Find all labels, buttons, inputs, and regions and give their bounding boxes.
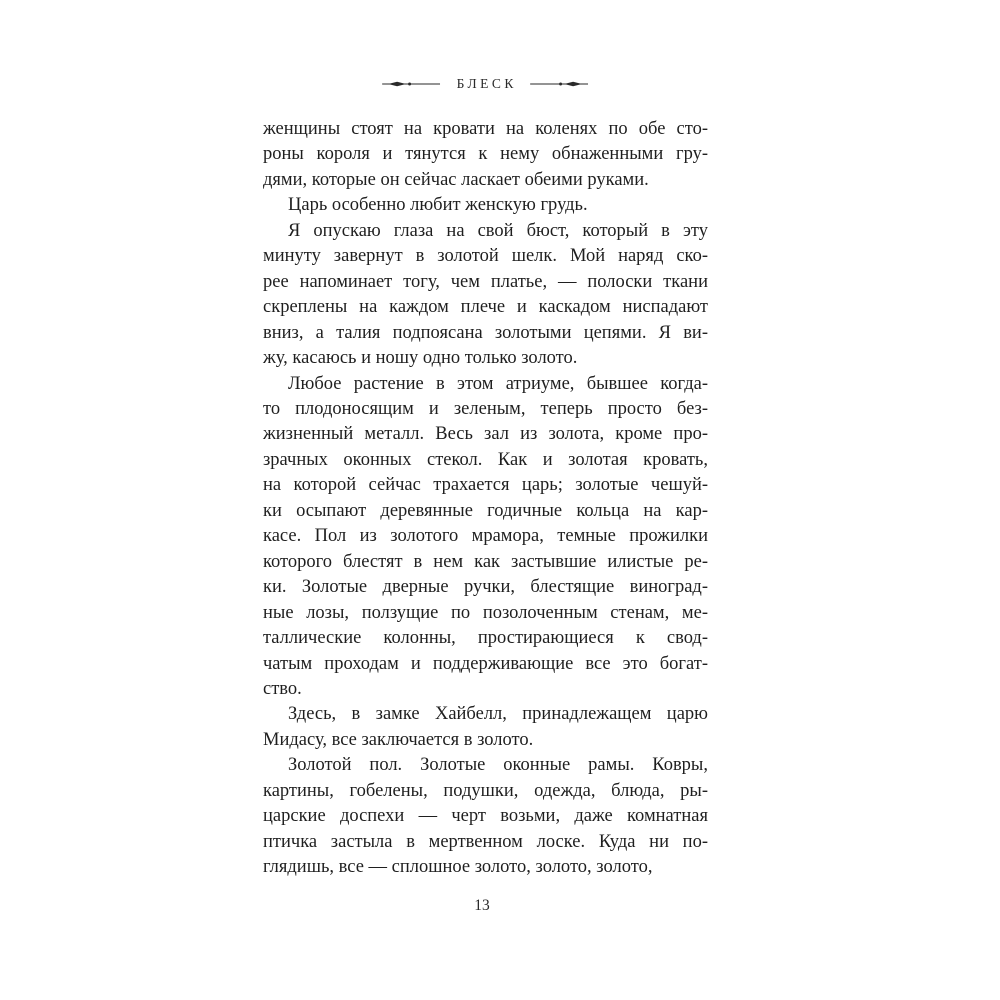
text-line: ки осыпают деревянные годичные кольца на кар- <box>263 500 708 521</box>
text-line: вниз, а талия подпоясана золотыми цепями. Я ви- <box>263 322 708 343</box>
text-line: дями, которые он сейчас ласкает обеими руками. <box>263 169 649 190</box>
text-line: женщины стоят на кровати на коленях по обе сто- <box>263 119 708 139</box>
text-block <box>263 117 708 881</box>
text-line: Здесь, в замке Хайбелл, принадлежащем царю <box>288 704 708 725</box>
text-line: зрачных оконных стекол. Как и золотая кровать, <box>263 449 708 470</box>
text-line: жу, касаюсь и ношу одно только золото. <box>263 348 578 369</box>
page-number: 13 <box>474 897 490 914</box>
text-line: рее напоминает тогу, чем платье, — полоски ткани <box>263 271 708 292</box>
text-line: жизненный металл. Весь зал из золота, кроме про- <box>263 424 708 445</box>
text-line: чатым проходам и поддерживающие все это богат- <box>263 653 708 674</box>
text-line: которого блестят в нем как застывшие илистые ре- <box>263 551 708 572</box>
running-head <box>382 77 588 91</box>
header-ornament-right-icon <box>530 80 588 88</box>
chapter-running-title: БЛЕСК <box>456 76 517 91</box>
text-line: касе. Пол из золотого мрамора, темные прожилки <box>263 526 708 547</box>
text-line: Царь особенно любит женскую грудь. <box>288 195 588 216</box>
text-line: ные лозы, ползущие по позолоченным стенам, ме- <box>263 602 708 623</box>
text-line: картины, гобелены, подушки, одежда, блюда, ры- <box>263 780 708 801</box>
text-line: Любое растение в этом атриуме, бывшее когда- <box>288 373 708 394</box>
text-line: царские доспехи — черт возьми, даже комнатная <box>263 806 708 827</box>
text-line: Я опускаю глаза на свой бюст, который в эту <box>288 220 708 241</box>
text-line: Золотой пол. Золотые оконные рамы. Ковры, <box>288 755 708 776</box>
header-ornament-left-icon <box>382 80 440 88</box>
text-line: таллические колонны, простирающиеся к свод- <box>263 628 708 649</box>
text-line: глядишь, все — сплошное золото, золото, золото, <box>263 857 653 878</box>
text-line: то плодоносящим и зеленым, теперь просто без- <box>263 398 708 419</box>
text-line: Мидасу, все заключается в золото. <box>263 729 534 750</box>
text-line: птичка застыла в мертвенном лоске. Куда ни по- <box>263 831 708 852</box>
text-line: ство. <box>263 678 302 699</box>
text-line: роны короля и тянутся к нему обнаженными гру- <box>263 144 708 165</box>
text-line: на которой сейчас трахается царь; золотые чешуй- <box>263 475 708 496</box>
text-line: скреплены на каждом плече и каскадом ниспадают <box>263 297 708 318</box>
text-line: ки. Золотые дверные ручки, блестящие виноград- <box>263 577 708 598</box>
text-line: минуту завернут в золотой шелк. Мой наряд ско- <box>263 246 708 267</box>
